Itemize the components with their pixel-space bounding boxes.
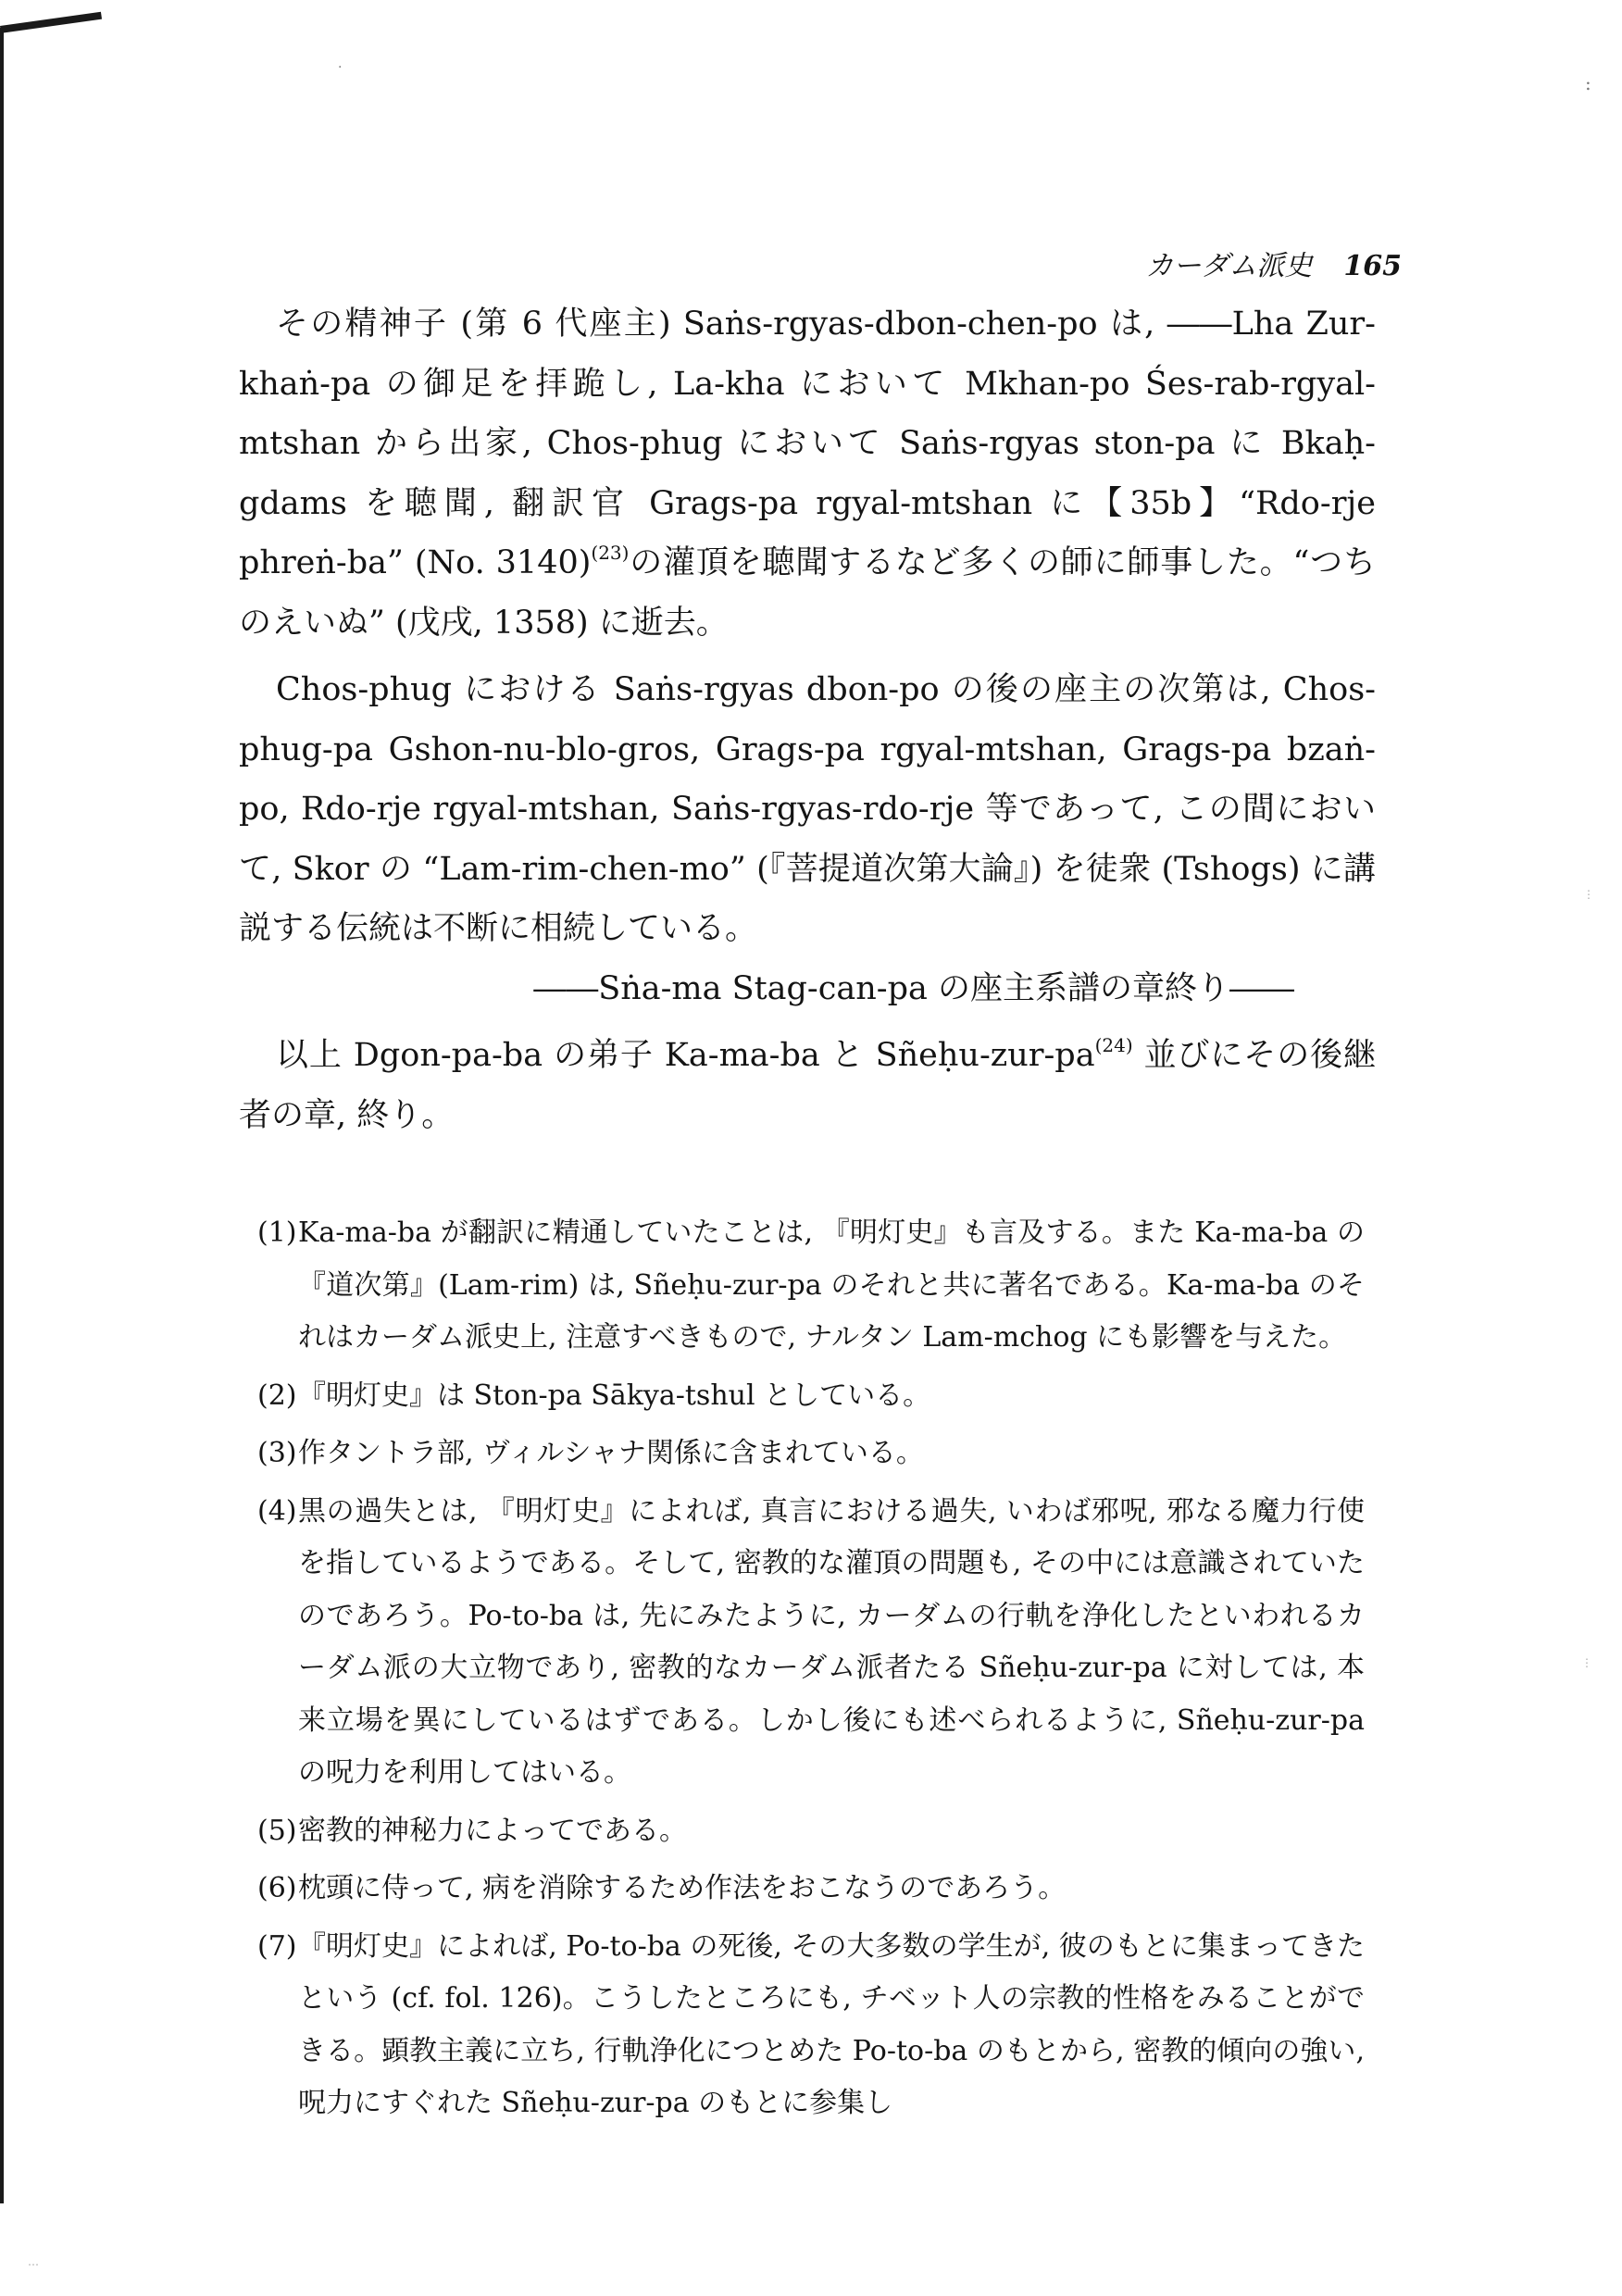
footnote-1 — [257, 1207, 1365, 1365]
scan-speck: · — [338, 60, 343, 75]
footnote-text: 作タントラ部, ヴィルシャナ関係に含まれている。 — [298, 1437, 924, 1469]
footnote-number: (3) — [257, 1437, 297, 1469]
page-number: 165 — [1343, 250, 1402, 282]
footnote-6 — [257, 1863, 1365, 1915]
footnote-text: 黒の過失とは, 『明灯史』によれば, 真言における過失, いわば邪呪, 邪なる魔力行使を指しているようである。そして, 密教的な灌頂の問題も, その中には意識されていたのであろう。Po-to-ba は, 先にみたように, カーダムの行軌を浄化したといわれるカーダム派の大立物であり, 密教的なカーダム派者たる Sñeḥu-zur-pa に対しては, 本来立場を異にしているはずである。しかし後にも述べられるように, Sñeḥu-zur-pa の呪力を利用してはいる。 — [298, 1494, 1365, 1789]
footnotes — [257, 1207, 1365, 2130]
paragraph-1-text: その精神子 (第 6 代座主) Saṅs-rgyas-dbon-chen-po は, ――Lha Zur-khaṅ-pa の御足を拝跪し, La-kha において Mkhan-po Śes-rab-rgyal-mtshan から出家, Chos-phug において Saṅs-rgyas ston-pa に Bkaḥ-gdams を聴聞, 翻訳官 Grags-pa rgyal-mtshan に【35b】“Rdo-rje phreṅ-ba” (No. 3140) — [239, 306, 1376, 581]
scan-speck: ⋯ — [28, 2258, 39, 2271]
paragraph-3-text: 以上 Dgon-pa-ba の弟子 Ka-ma-ba と Sñeḥu-zur-pa — [276, 1037, 1095, 1074]
footnote-number: (6) — [257, 1872, 297, 1904]
footnote-number: (1) — [257, 1217, 297, 1249]
footnote-7 — [257, 1921, 1365, 2130]
main-text — [239, 294, 1376, 1145]
running-head-title: カーダム派史 — [1145, 250, 1313, 282]
footnote-text: Ka-ma-ba が翻訳に精通していたことは, 『明灯史』も言及する。また Ka-ma-ba の『道次第』(Lam-rim) は, Sñeḥu-zur-pa のそれと共に著名である。Ka-ma-ba のそれはカーダム派史上, 注意すべきもので, ナルタン Lam-mchog にも影響を与えた。 — [298, 1217, 1365, 1354]
footnote-text: 枕頭に侍って, 病を消除するため作法をおこなうのであろう。 — [298, 1872, 1067, 1904]
paragraph-1 — [239, 294, 1376, 653]
footnote-text: 密教的神秘力によってである。 — [298, 1814, 687, 1847]
chapter-end-line: ――Sṅa-ma Stag-can-pa の座主系譜の章終り―― — [533, 969, 1294, 1007]
scan-speck: ⋮ — [1583, 888, 1594, 901]
footnote-3 — [257, 1428, 1365, 1480]
binding-hook — [0, 12, 102, 33]
footnote-ref-23: (23) — [591, 542, 630, 564]
paragraph-1-tail: の灌頂を聴聞するなど多くの師に師事した。“つちのえいぬ” (戊戌, 1358) に逝去。 — [239, 544, 1376, 642]
footnote-number: (5) — [257, 1814, 297, 1847]
footnote-number: (4) — [257, 1494, 297, 1528]
footnote-ref-24: (24) — [1094, 1034, 1133, 1056]
footnote-number: (7) — [257, 1929, 297, 1963]
footnote-5 — [257, 1805, 1365, 1858]
scan-speck: ⋮ — [1581, 1656, 1592, 1669]
footnote-text: 『明灯史』は Ston-pa Sākya-tshul としている。 — [298, 1379, 931, 1412]
paragraph-2: Chos-phug における Saṅs-rgyas dbon-po の後の座主の次第は, Chos-phug-pa Gshon-nu-blo-gros, Grags-pa rgyal-mtshan, Grags-pa bzaṅ-po, Rdo-rje rgyal-mtshan, Saṅs-rgyas-rdo-rje 等であって, この間において, Skor の “Lam-rim-chen-mo” (『菩提道次第大論』) を徒衆 (Tshogs) に講説する伝統は不断に相続している。 — [239, 671, 1376, 947]
paragraph-3 — [239, 1026, 1376, 1145]
paragraph-3-tail: 並びにその後継者の章, 終り。 — [239, 1037, 1376, 1134]
binding-edge — [0, 28, 17, 2203]
footnote-2 — [257, 1370, 1365, 1423]
footnote-text: 『明灯史』によれば, Po-to-ba の死後, その大多数の学生が, 彼のもとに集まってきたという (cf. fol. 126)。こうしたところにも, チベット人の宗教的性格をみることができる。顕教主義に立ち, 行軌浄化につとめた Po-to-ba のもとから, 密教的傾向の強い, 呪力にすぐれた Sñeḥu-zur-pa のもとに参集し — [298, 1929, 1365, 2119]
footnote-number: (2) — [257, 1379, 297, 1412]
running-head — [1145, 243, 1402, 283]
scan-speck: : — [1585, 72, 1591, 94]
footnote-4 — [257, 1486, 1365, 1800]
